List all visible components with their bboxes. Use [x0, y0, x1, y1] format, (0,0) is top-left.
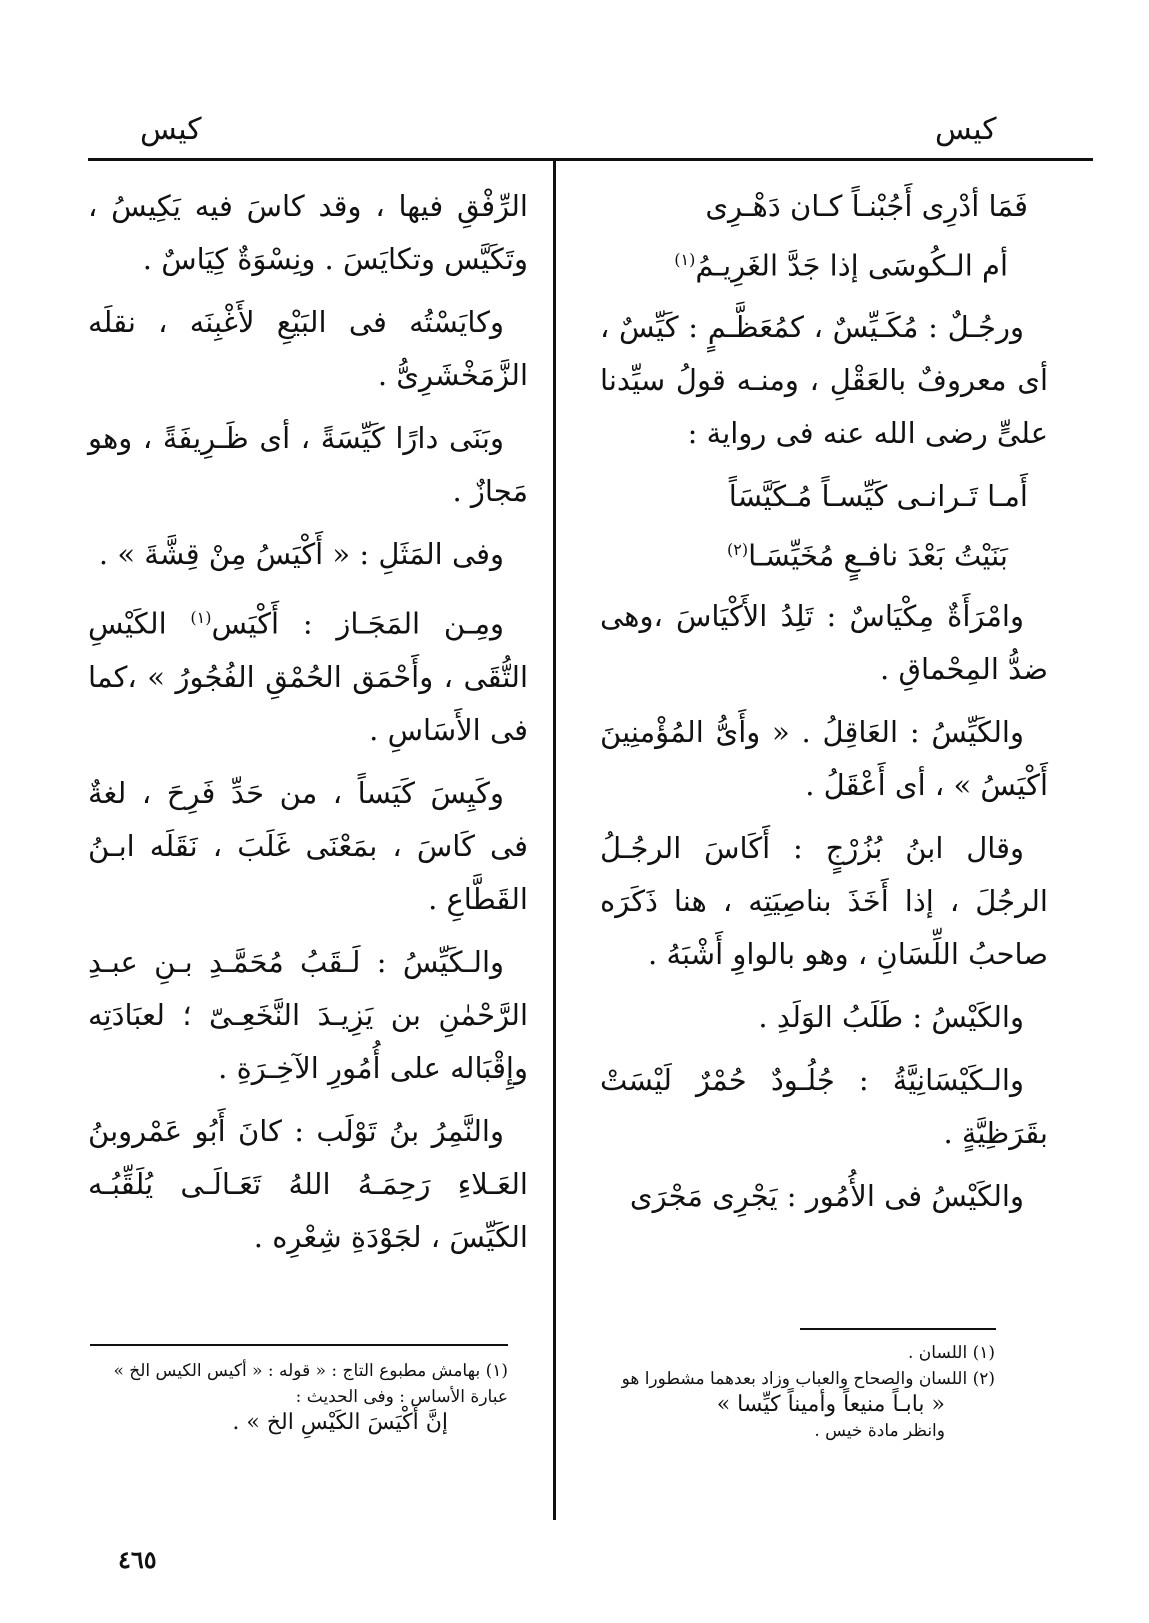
entry-kayisa: وكَيِسَ كَيَساً ، من حَدِّ فَرِحَ ، لغةٌ فى كَاسَ ، بمَعْنَى غَلَبَ ، نَقَلَه ابـنُ القَطَّاعِ .	[88, 775, 528, 916]
verse-2-line-2-text: بَنَيْتُ بَعْدَ نافـعٍ مُخَيِّسَـا	[748, 538, 1008, 573]
footnote-ref: (١)	[674, 250, 696, 269]
verse-1-line-2	[600, 233, 1028, 293]
entry-namir: والنَّمِرُ بنُ تَوْلَب : كانَ أَبُو عَمْروبنُ العَـلاءِ رَحِمَـهُ اللهُ تَعَـالَـى يُلَقِّبُـه الكَيِّسَ ، لجَوْدَةِ شِعْرِه .	[88, 1113, 528, 1254]
entry-mikyas: وامْرَأَةٌ مِكْيَاسٌ : تَلِدُ الأَكْيَاسَ ،وهى ضدُّ المِحْماقِ .	[600, 599, 1048, 687]
entry-kays-fil-umur: والكَيْسُ فى الأُمُور : يَجْرِى مَجْرَى	[629, 1179, 1024, 1214]
footnote-2-end: وانظر مادة خيس .	[814, 1421, 945, 1441]
entry-laqab: والـكَيِّسُ : لَـقَبُ مُحَمَّـدِ بـنِ عبـدِ الرَّحْمٰنِ بن يَزِيـدَ النَّخَعِـىّ ؛ لعبَادَتِه وإِقْبَاله على أُمُورِ الآخِـرَةِ .	[88, 944, 528, 1085]
right-column	[600, 180, 1048, 1233]
entry-majaz: ومِـن المَجَـاز : أَكْيَس$^{(١)}$ الكَيْسِ التُّقَى ، وأَحْمَق الحُمْقِ الفُجُورُ » ،كما فى الأَسَاسِ .	[88, 606, 528, 747]
entry-rifq: الرِّفْقِ فيها ، وقد كاسَ فيه يَكِيسُ ، وتَكَيَّس وتكايَسَ . ونِسْوَةٌ كِيَاسٌ .	[88, 189, 528, 276]
footnote-2: (٢) اللسان والصحاح والعباب وزاد بعدهما مشطورا هو	[621, 1369, 995, 1389]
verse-1-line-2-text: أم الـكُوسَى إذا جَدَّ الغَرِيـمُ	[695, 248, 1008, 283]
entry-akasa: وقال ابنُ بُزُرْجٍ : أَكَاسَ الرجُـلُ الرجُلَ ، إذا أَخَذَ بناصِيَتِه ، هنا ذَكَرَه صاحبُ اللِّسَانِ ، وهو بالواوِ أَشْبَهُ .	[600, 831, 1048, 972]
footnote-2-verse: « بابـاً منيعاً وأميناً كيِّسا »	[716, 1392, 945, 1417]
verse-1-line-1: فَمَا أدْرِى أَجُبْنـاً كـان دَهْـرِى	[705, 189, 1028, 223]
verse-2-line-1: أَمـا تَـرانـى كَيِّسـاً مُـكَيَّسَاً	[728, 478, 1028, 513]
verse-1	[600, 180, 1048, 293]
running-header-right: كيس	[935, 112, 997, 147]
footnote-1: (١) اللسان .	[908, 1343, 995, 1363]
footnote-rule-left	[90, 1344, 508, 1346]
footnotes-left	[88, 1358, 508, 1436]
footnotes-right	[600, 1340, 995, 1444]
entry-dar-kayyisa: وبَنَى دارًا كَيِّسَةً ، أى ظَـرِيفَةً ، وهو مَجازٌ .	[88, 421, 528, 508]
entry-al-kays: والكَيْسُ : طَلَبُ الوَلَدِ .	[758, 1000, 1024, 1035]
left-column	[88, 180, 528, 1274]
entry-kaysaniyya: والـكَيْسَانِيَّةُ : جُلُـودٌ حُمْرٌ لَيْسَتْ بقَرَظِيَّةٍ .	[600, 1063, 1048, 1151]
entry-mukayyis: ورجُـلٌ : مُكَـيِّسٌ ، كمُعَظَّـمٍ : كَيِّسٌ ، أى معروفٌ بالعَقْلِ ، ومنـه قولُ سيِّدنا علىٍّ رضى الله عنه فى رواية :	[600, 309, 1048, 450]
footnote-ref: (٢)	[727, 539, 749, 559]
footnote-left-1-verse: إنَّ أَكْيَسَ الكَيْسِ الخ » .	[232, 1410, 448, 1435]
verse-2-line-2	[600, 523, 1028, 583]
entry-kayastuhu: وكايَسْتُه فى البَيْعِ لأَغْبِنَه ، نقلَه الزَّمَخْشَرِىُّ .	[88, 305, 528, 392]
footnote-left-1: (١) بهامش مطبوع التاج : « قوله : « أكيس الكيس الخ » عبارة الأساس : وفى الحديث :	[113, 1361, 508, 1407]
entry-al-kayyis: والكَيِّسُ : العَاقِلُ . « وأَىُّ المُؤْمنِينَ أَكْيَسُ » ، أى أَعْقَلُ .	[600, 715, 1048, 803]
column-divider	[553, 160, 556, 1520]
running-header-left: كيس	[140, 112, 202, 147]
page-number: ٤٦٥	[118, 1545, 157, 1574]
entry-mathal: وفى المَثَلِ : « أَكْيَسُ مِنْ قِشَّةَ » .	[98, 537, 504, 571]
footnote-ref: (١)	[190, 608, 212, 627]
header-rule	[88, 158, 1093, 161]
verse-2	[600, 470, 1048, 583]
footnote-rule-right	[800, 1328, 996, 1330]
